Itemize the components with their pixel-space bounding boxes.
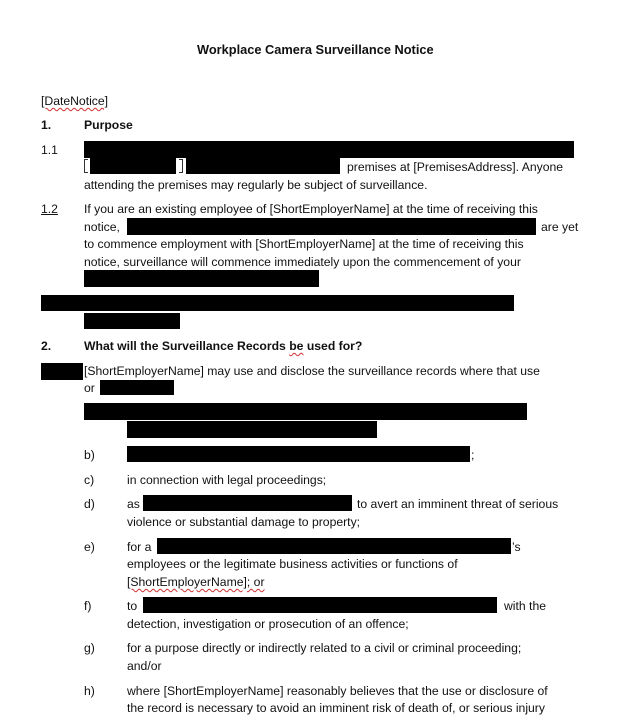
item-b-label: b)	[84, 448, 95, 462]
clause-1-2-line-3: to commence employment with [ShortEmployerName] at the time of receiving this	[84, 237, 524, 251]
section-2-number: 2.	[41, 339, 52, 353]
item-c-label: c)	[84, 473, 95, 487]
redaction-block	[143, 597, 497, 613]
section-1-number: 1.	[41, 118, 52, 132]
redaction-block	[41, 295, 514, 311]
date-notice-field: [DateNotice]	[41, 94, 109, 108]
clause-1-2-number: 1.2	[41, 202, 58, 216]
item-f-label: f)	[84, 599, 92, 613]
redaction-block	[84, 141, 574, 158]
item-h-line-1: where [ShortEmployerName] reasonably believes that the use or disclosure of	[127, 684, 548, 698]
item-d-start: as	[127, 497, 140, 511]
item-e-line-2: employees or the legitimate business activities or functions of	[127, 557, 458, 571]
clause-1-1-line-3: attending the premises may regularly be subject of surveillance.	[84, 178, 428, 192]
document-title: Workplace Camera Surveillance Notice	[197, 42, 434, 57]
clause-1-2-line-2-end: are yet	[541, 220, 579, 234]
redaction-block	[157, 538, 511, 554]
item-c-text: in connection with legal proceedings;	[127, 473, 327, 487]
redaction-block	[143, 495, 352, 511]
section-2-intro-line-1: [ShortEmployerName] may use and disclose the surveillance records where that use	[84, 364, 540, 378]
redaction-block	[90, 158, 176, 174]
item-d-end: to avert an imminent threat of serious	[357, 497, 559, 511]
field-bracket-right	[179, 159, 183, 173]
item-g-label: g)	[84, 641, 95, 655]
item-e-label: e)	[84, 540, 95, 554]
redaction-block	[100, 380, 174, 395]
item-g-line-2: and/or	[127, 659, 162, 673]
item-e-line-3: [ShortEmployerName]; or	[127, 575, 265, 589]
section-2-heading: What will the Surveillance Records be used for?	[84, 339, 363, 353]
redaction-block	[84, 270, 319, 287]
item-d-label: d)	[84, 497, 95, 511]
clause-1-2-line-1: If you are an existing employee of [ShortEmployerName] at the time of receiving this	[84, 202, 538, 216]
redaction-block	[127, 421, 377, 438]
clause-1-2-line-4: notice, surveillance will commence immediately upon the commencement of your	[84, 255, 521, 269]
item-h-label: h)	[84, 684, 95, 698]
item-f-line-2: detection, investigation or prosecution of an offence;	[127, 617, 409, 631]
redaction-block	[186, 158, 340, 174]
item-h-line-2: the record is necessary to avoid an imminent risk of death of, or serious injury	[127, 701, 545, 715]
item-f-start: to	[127, 599, 138, 613]
clause-1-1-line-2: premises at [PremisesAddress]. Anyone	[347, 160, 564, 174]
redaction-block	[84, 403, 527, 420]
section-1-heading: Purpose	[84, 118, 133, 132]
item-b-tail: ;	[471, 448, 475, 462]
item-d-line-2: violence or substantial damage to property;	[127, 515, 361, 529]
item-f-end: with the	[504, 599, 547, 613]
redaction-block	[41, 363, 83, 380]
item-g-line-1: for a purpose directly or indirectly related to a civil or criminal proceeding;	[127, 641, 522, 655]
redaction-block	[127, 218, 536, 235]
field-bracket-left	[84, 159, 88, 173]
item-e-end: ’s	[512, 540, 521, 554]
clause-1-1-number: 1.1	[41, 143, 58, 157]
section-2-intro-line-2: or	[84, 381, 95, 395]
redaction-block	[84, 313, 180, 329]
clause-1-2-line-2-start: notice,	[84, 220, 120, 234]
item-e-start: for a	[127, 540, 152, 554]
redaction-block	[127, 446, 470, 462]
